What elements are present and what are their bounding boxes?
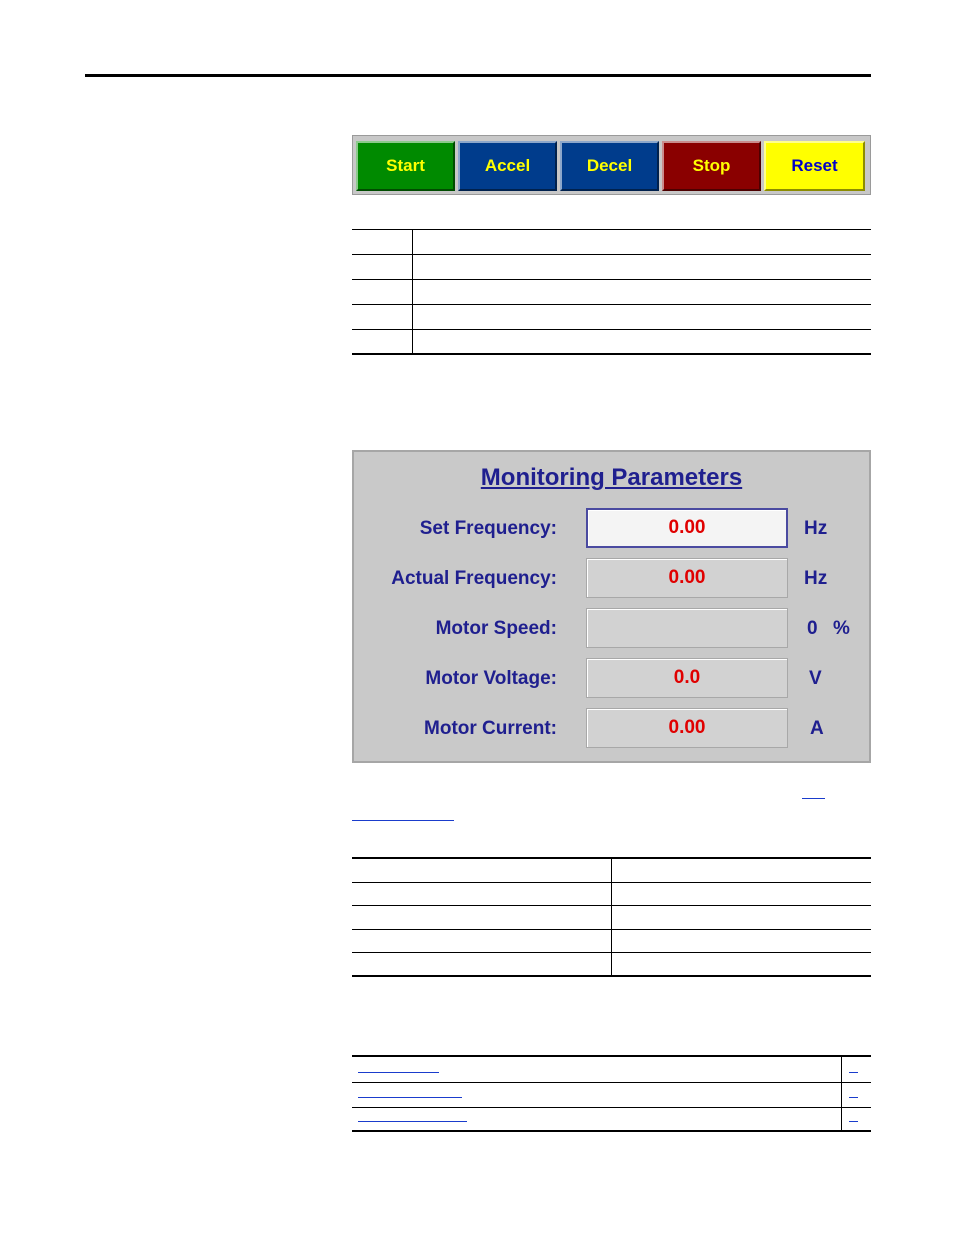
table-rule (352, 304, 871, 305)
actual-frequency-display: 0.00 (586, 558, 788, 598)
table-rule (352, 229, 871, 230)
topic-link[interactable] (358, 1097, 462, 1098)
set-frequency-input[interactable]: 0.00 (586, 508, 788, 548)
motor-speed-percent-value: 0 (807, 618, 818, 639)
table-rule (352, 1107, 871, 1108)
table-column-divider (611, 857, 612, 976)
motor-current-display: 0.00 (586, 708, 788, 748)
cross-reference-link[interactable] (802, 798, 825, 799)
table-rule (352, 254, 871, 255)
monitoring-parameters-panel (352, 450, 871, 763)
page-link[interactable] (849, 1121, 858, 1122)
motor-speed-bar (586, 608, 788, 648)
motor-voltage-display: 0.0 (586, 658, 788, 698)
cross-reference-link[interactable] (352, 820, 454, 821)
page-link[interactable] (849, 1097, 858, 1098)
motor-speed-unit: % (833, 618, 850, 639)
table-rule (352, 353, 871, 355)
stop-button[interactable]: Stop (662, 141, 761, 191)
motor-voltage-label: Motor Voltage: (425, 668, 557, 689)
topic-link[interactable] (358, 1121, 467, 1122)
motor-current-unit: A (810, 718, 824, 739)
table-column-divider (841, 1055, 842, 1132)
actual-frequency-label: Actual Frequency: (391, 568, 557, 589)
page-link[interactable] (849, 1072, 858, 1073)
actual-frequency-unit: Hz (804, 568, 828, 589)
table-column-divider (412, 229, 413, 354)
accel-button[interactable]: Accel (458, 141, 557, 191)
motor-current-label: Motor Current: (424, 718, 557, 739)
motor-speed-label: Motor Speed: (435, 618, 557, 639)
page-header-rule (85, 74, 871, 77)
table-rule (352, 329, 871, 330)
topic-link[interactable] (358, 1072, 439, 1073)
panel-title: Monitoring Parameters (480, 464, 743, 491)
set-frequency-unit: Hz (804, 518, 828, 539)
table-rule (352, 1130, 871, 1132)
table-rule (352, 279, 871, 280)
set-frequency-label: Set Frequency: (419, 518, 557, 539)
reset-button[interactable]: Reset (764, 141, 865, 191)
control-button-bar (352, 135, 871, 195)
motor-voltage-unit: V (809, 668, 822, 689)
table-rule (352, 1055, 871, 1057)
start-button[interactable]: Start (356, 141, 455, 191)
table-rule (352, 1082, 871, 1083)
decel-button[interactable]: Decel (560, 141, 659, 191)
